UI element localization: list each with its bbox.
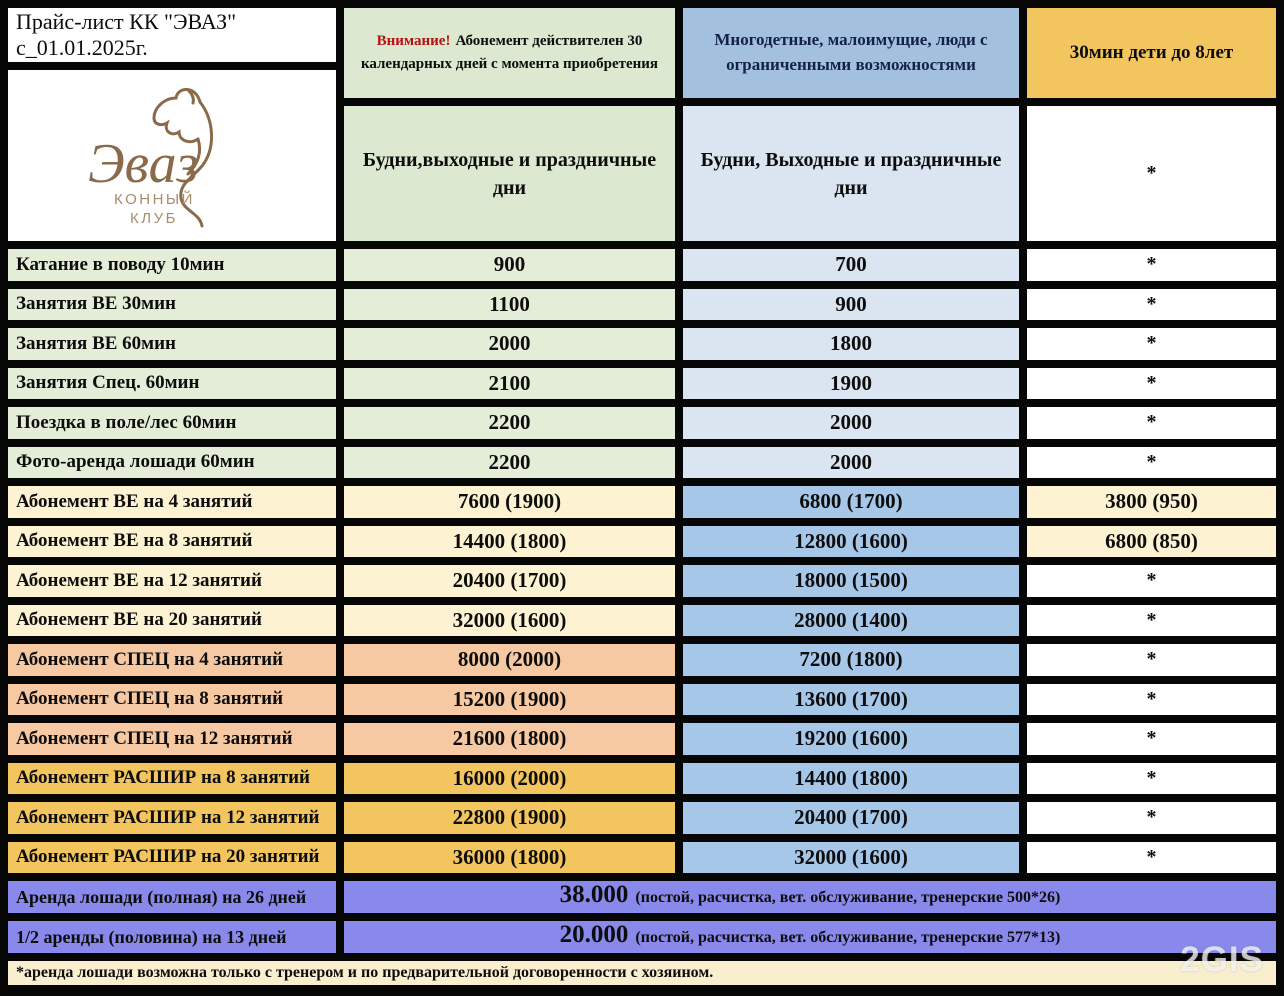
service-label: Абонемент ВЕ на 8 занятий [8, 526, 336, 558]
service-label: Занятия ВЕ 30мин [8, 289, 336, 321]
page-title-line2: с_01.01.2025г. [16, 35, 148, 60]
price-kids: * [1027, 249, 1276, 281]
rental-price-cell [344, 921, 1276, 953]
price-standard: 20400 (1700) [344, 565, 675, 597]
service-label: Абонемент РАСШИР на 20 занятий [8, 842, 336, 874]
price-standard: 7600 (1900) [344, 486, 675, 518]
price-social: 32000 (1600) [683, 842, 1019, 874]
price-kids: * [1027, 368, 1276, 400]
price-social: 2000 [683, 447, 1019, 479]
price-kids: * [1027, 723, 1276, 755]
price-kids: * [1027, 684, 1276, 716]
rental-price-cell [344, 881, 1276, 913]
service-label: Поездка в поле/лес 60мин [8, 407, 336, 439]
rental-label: 1/2 аренды (половина) на 13 дней [8, 921, 336, 953]
page-title [8, 8, 336, 62]
watermark-2gis: 2GIS [1180, 940, 1264, 979]
header-left-column [8, 8, 336, 241]
price-kids: * [1027, 802, 1276, 834]
price-standard: 8000 (2000) [344, 644, 675, 676]
footnote: *аренда лошади возможна только с тренером и по предварительной договоренности с хозяином. [8, 961, 1276, 985]
price-kids: * [1027, 289, 1276, 321]
horse-logo-icon [72, 76, 272, 236]
service-label: Занятия Спец. 60мин [8, 368, 336, 400]
price-standard: 2200 [344, 447, 675, 479]
price-standard: 22800 (1900) [344, 802, 675, 834]
price-kids: 3800 (950) [1027, 486, 1276, 518]
price-standard: 2100 [344, 368, 675, 400]
rental-note: (постой, расчистка, вет. обслуживание, тренерские 577*13) [635, 929, 1061, 946]
price-kids: * [1027, 407, 1276, 439]
service-label: Абонемент РАСШИР на 12 занятий [8, 802, 336, 834]
price-kids: 6800 (850) [1027, 526, 1276, 558]
price-standard: 14400 (1800) [344, 526, 675, 558]
price-kids: * [1027, 447, 1276, 479]
page-title-line1: Прайс-лист КК "ЭВАЗ" [16, 9, 237, 34]
price-standard: 15200 (1900) [344, 684, 675, 716]
service-label: Абонемент РАСШИР на 8 занятий [8, 763, 336, 795]
price-standard: 36000 (1800) [344, 842, 675, 874]
price-standard: 32000 (1600) [344, 605, 675, 637]
price-standard: 16000 (2000) [344, 763, 675, 795]
price-social: 1800 [683, 328, 1019, 360]
service-label: Абонемент ВЕ на 12 занятий [8, 565, 336, 597]
service-label: Абонемент СПЕЦ на 8 занятий [8, 684, 336, 716]
rental-price: 20.000 [559, 921, 629, 948]
price-social: 28000 (1400) [683, 605, 1019, 637]
price-standard: 900 [344, 249, 675, 281]
price-social: 18000 (1500) [683, 565, 1019, 597]
price-social: 14400 (1800) [683, 763, 1019, 795]
price-kids: * [1027, 605, 1276, 637]
price-standard: 2200 [344, 407, 675, 439]
notice-warning: Внимание! [376, 32, 451, 49]
standard-days-subheader: Будни,выходные и праздничные дни [344, 106, 675, 241]
notice-text: Абонемент действителен 30 календарных дней с момента приобретения [360, 32, 659, 72]
rental-note: (постой, расчистка, вет. обслуживание, тренерские 500*26) [635, 889, 1061, 906]
service-label: Абонемент ВЕ на 4 занятий [8, 486, 336, 518]
social-days-subheader: Будни, Выходные и праздничные дни [683, 106, 1019, 241]
club-subtitle-line2: КЛУБ [130, 209, 178, 227]
kids-column-header: 30мин дети до 8лет [1027, 8, 1276, 98]
price-social: 12800 (1600) [683, 526, 1019, 558]
price-social: 7200 (1800) [683, 644, 1019, 676]
service-label: Абонемент СПЕЦ на 12 занятий [8, 723, 336, 755]
service-label: Занятия ВЕ 60мин [8, 328, 336, 360]
price-kids: * [1027, 328, 1276, 360]
rental-price: 38.000 [559, 881, 629, 908]
price-kids: * [1027, 565, 1276, 597]
price-standard: 21600 (1800) [344, 723, 675, 755]
notice-cell [344, 8, 675, 98]
club-subtitle-line1: КОННЫЙ [114, 190, 195, 208]
social-column-header: Многодетные, малоимущие, люди с ограниченными возможностями [683, 8, 1019, 98]
kids-days-subheader: * [1027, 106, 1276, 241]
price-social: 6800 (1700) [683, 486, 1019, 518]
club-logo [8, 70, 336, 241]
rental-label: Аренда лошади (полная) на 26 дней [8, 881, 336, 913]
price-standard: 1100 [344, 289, 675, 321]
price-social: 1900 [683, 368, 1019, 400]
price-social: 700 [683, 249, 1019, 281]
service-label: Катание в поводу 10мин [8, 249, 336, 281]
price-social: 900 [683, 289, 1019, 321]
service-label: Абонемент ВЕ на 20 занятий [8, 605, 336, 637]
price-social: 2000 [683, 407, 1019, 439]
service-label: Фото-аренда лошади 60мин [8, 447, 336, 479]
price-standard: 2000 [344, 328, 675, 360]
price-social: 19200 (1600) [683, 723, 1019, 755]
price-social: 20400 (1700) [683, 802, 1019, 834]
club-name: Эваз [88, 132, 199, 195]
price-kids: * [1027, 763, 1276, 795]
price-kids: * [1027, 644, 1276, 676]
service-label: Абонемент СПЕЦ на 4 занятий [8, 644, 336, 676]
price-social: 13600 (1700) [683, 684, 1019, 716]
price-kids: * [1027, 842, 1276, 874]
